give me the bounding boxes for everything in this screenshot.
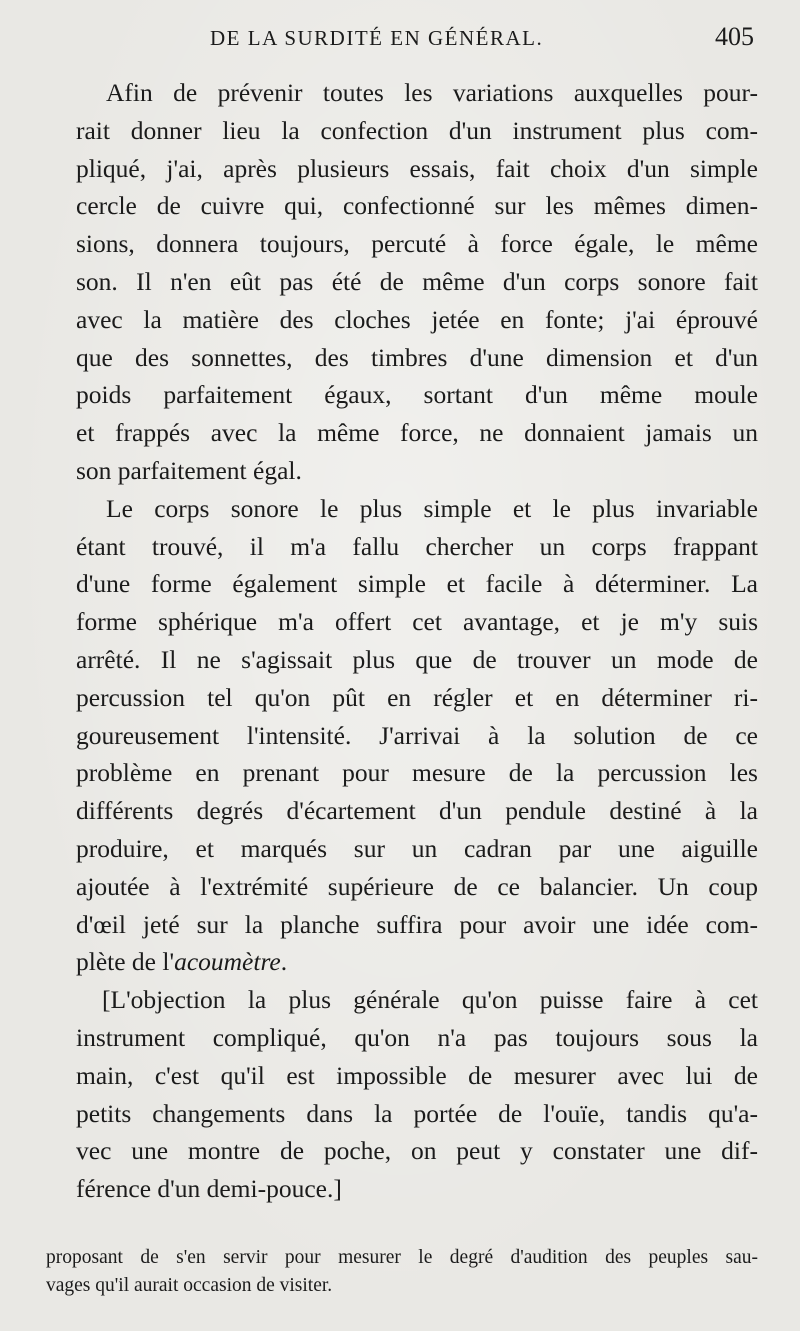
- text-line: que des sonnettes, des timbres d'une dimension et d'un: [76, 342, 758, 372]
- body-text: [46, 74, 758, 1208]
- running-head: [0, 20, 800, 56]
- text-line: Afin de prévenir toutes les variations auxquelles pour-: [106, 78, 758, 107]
- paragraph-3-bracketed: [46, 981, 758, 1208]
- text-line: avec la matière des cloches jetée en fonte; j'ai éprouvé: [76, 304, 758, 334]
- text-line: goureusement l'intensité. J'arrivai à la solution de ce: [76, 720, 758, 750]
- text-line: vec une montre de poche, on peut y constater une dif-: [76, 1136, 758, 1166]
- text-line: étant trouvé, il m'a fallu chercher un corps frappant: [76, 531, 758, 561]
- text-line: arrêté. Il ne s'agissait plus que de trouver un mode de: [76, 644, 758, 674]
- text-fragment: plète de l': [76, 947, 175, 977]
- text-line: instrument compliqué, qu'on n'a pas toujours sous la: [76, 1022, 758, 1052]
- text-line: main, c'est qu'il est impossible de mesurer avec lui de: [76, 1060, 758, 1090]
- text-line-with-term: [46, 943, 758, 981]
- text-line: pliqué, j'ai, après plusieurs essais, fait choix d'un simple: [76, 153, 758, 183]
- text-line: d'œil jeté sur la planche suffira pour avoir une idée com-: [76, 909, 758, 939]
- footnote-line: proposant de s'en servir pour mesurer le degré d'audition des peuples sau-: [46, 1247, 758, 1268]
- page-number: 405: [715, 22, 754, 51]
- text-line: sions, donnera toujours, percuté à force égale, le même: [76, 229, 758, 259]
- text-line: petits changements dans la portée de l'ouïe, tandis qu'a-: [76, 1098, 758, 1128]
- text-line: produire, et marqués sur un cadran par une aiguille: [76, 833, 758, 863]
- text-line: Le corps sonore le plus simple et le plus invariable: [106, 493, 758, 523]
- text-line: d'une forme également simple et facile à déterminer. La: [76, 569, 758, 599]
- term-acoumetre: acoumètre: [174, 947, 281, 977]
- footnote-line: vages qu'il aurait occasion de visiter.: [46, 1275, 333, 1296]
- text-fragment: .: [280, 947, 288, 977]
- text-line: [L'objection la plus générale qu'on puisse faire à cet: [102, 985, 758, 1015]
- text-line: ajoutée à l'extrémité supérieure de ce balancier. Un coup: [76, 871, 758, 901]
- text-line: percussion tel qu'on pût en régler et en déterminer ri-: [76, 682, 758, 712]
- text-line: et frappés avec la même force, ne donnaient jamais un: [76, 418, 758, 448]
- paragraph-2: [46, 490, 758, 981]
- text-line: différents degrés d'écartement d'un pendule destiné à la: [76, 796, 758, 826]
- footnote: [46, 1244, 758, 1300]
- text-line: problème en prenant pour mesure de la percussion les: [76, 758, 758, 788]
- text-line: son. Il n'en eût pas été de même d'un corps sonore fait: [76, 266, 758, 296]
- text-line: poids parfaitement égaux, sortant d'un même moule: [76, 380, 758, 410]
- text-line: férence d'un demi-pouce.]: [76, 1174, 342, 1204]
- running-title: DE LA SURDITÉ EN GÉNÉRAL.: [210, 26, 544, 50]
- text-line: son parfaitement égal.: [76, 455, 302, 485]
- paragraph-1: [46, 74, 758, 490]
- text-line: cercle de cuivre qui, confectionné sur les mêmes dimen-: [76, 191, 758, 221]
- text-line: forme sphérique m'a offert cet avantage, et je m'y suis: [76, 607, 758, 637]
- text-line: rait donner lieu la confection d'un instrument plus com-: [76, 115, 758, 145]
